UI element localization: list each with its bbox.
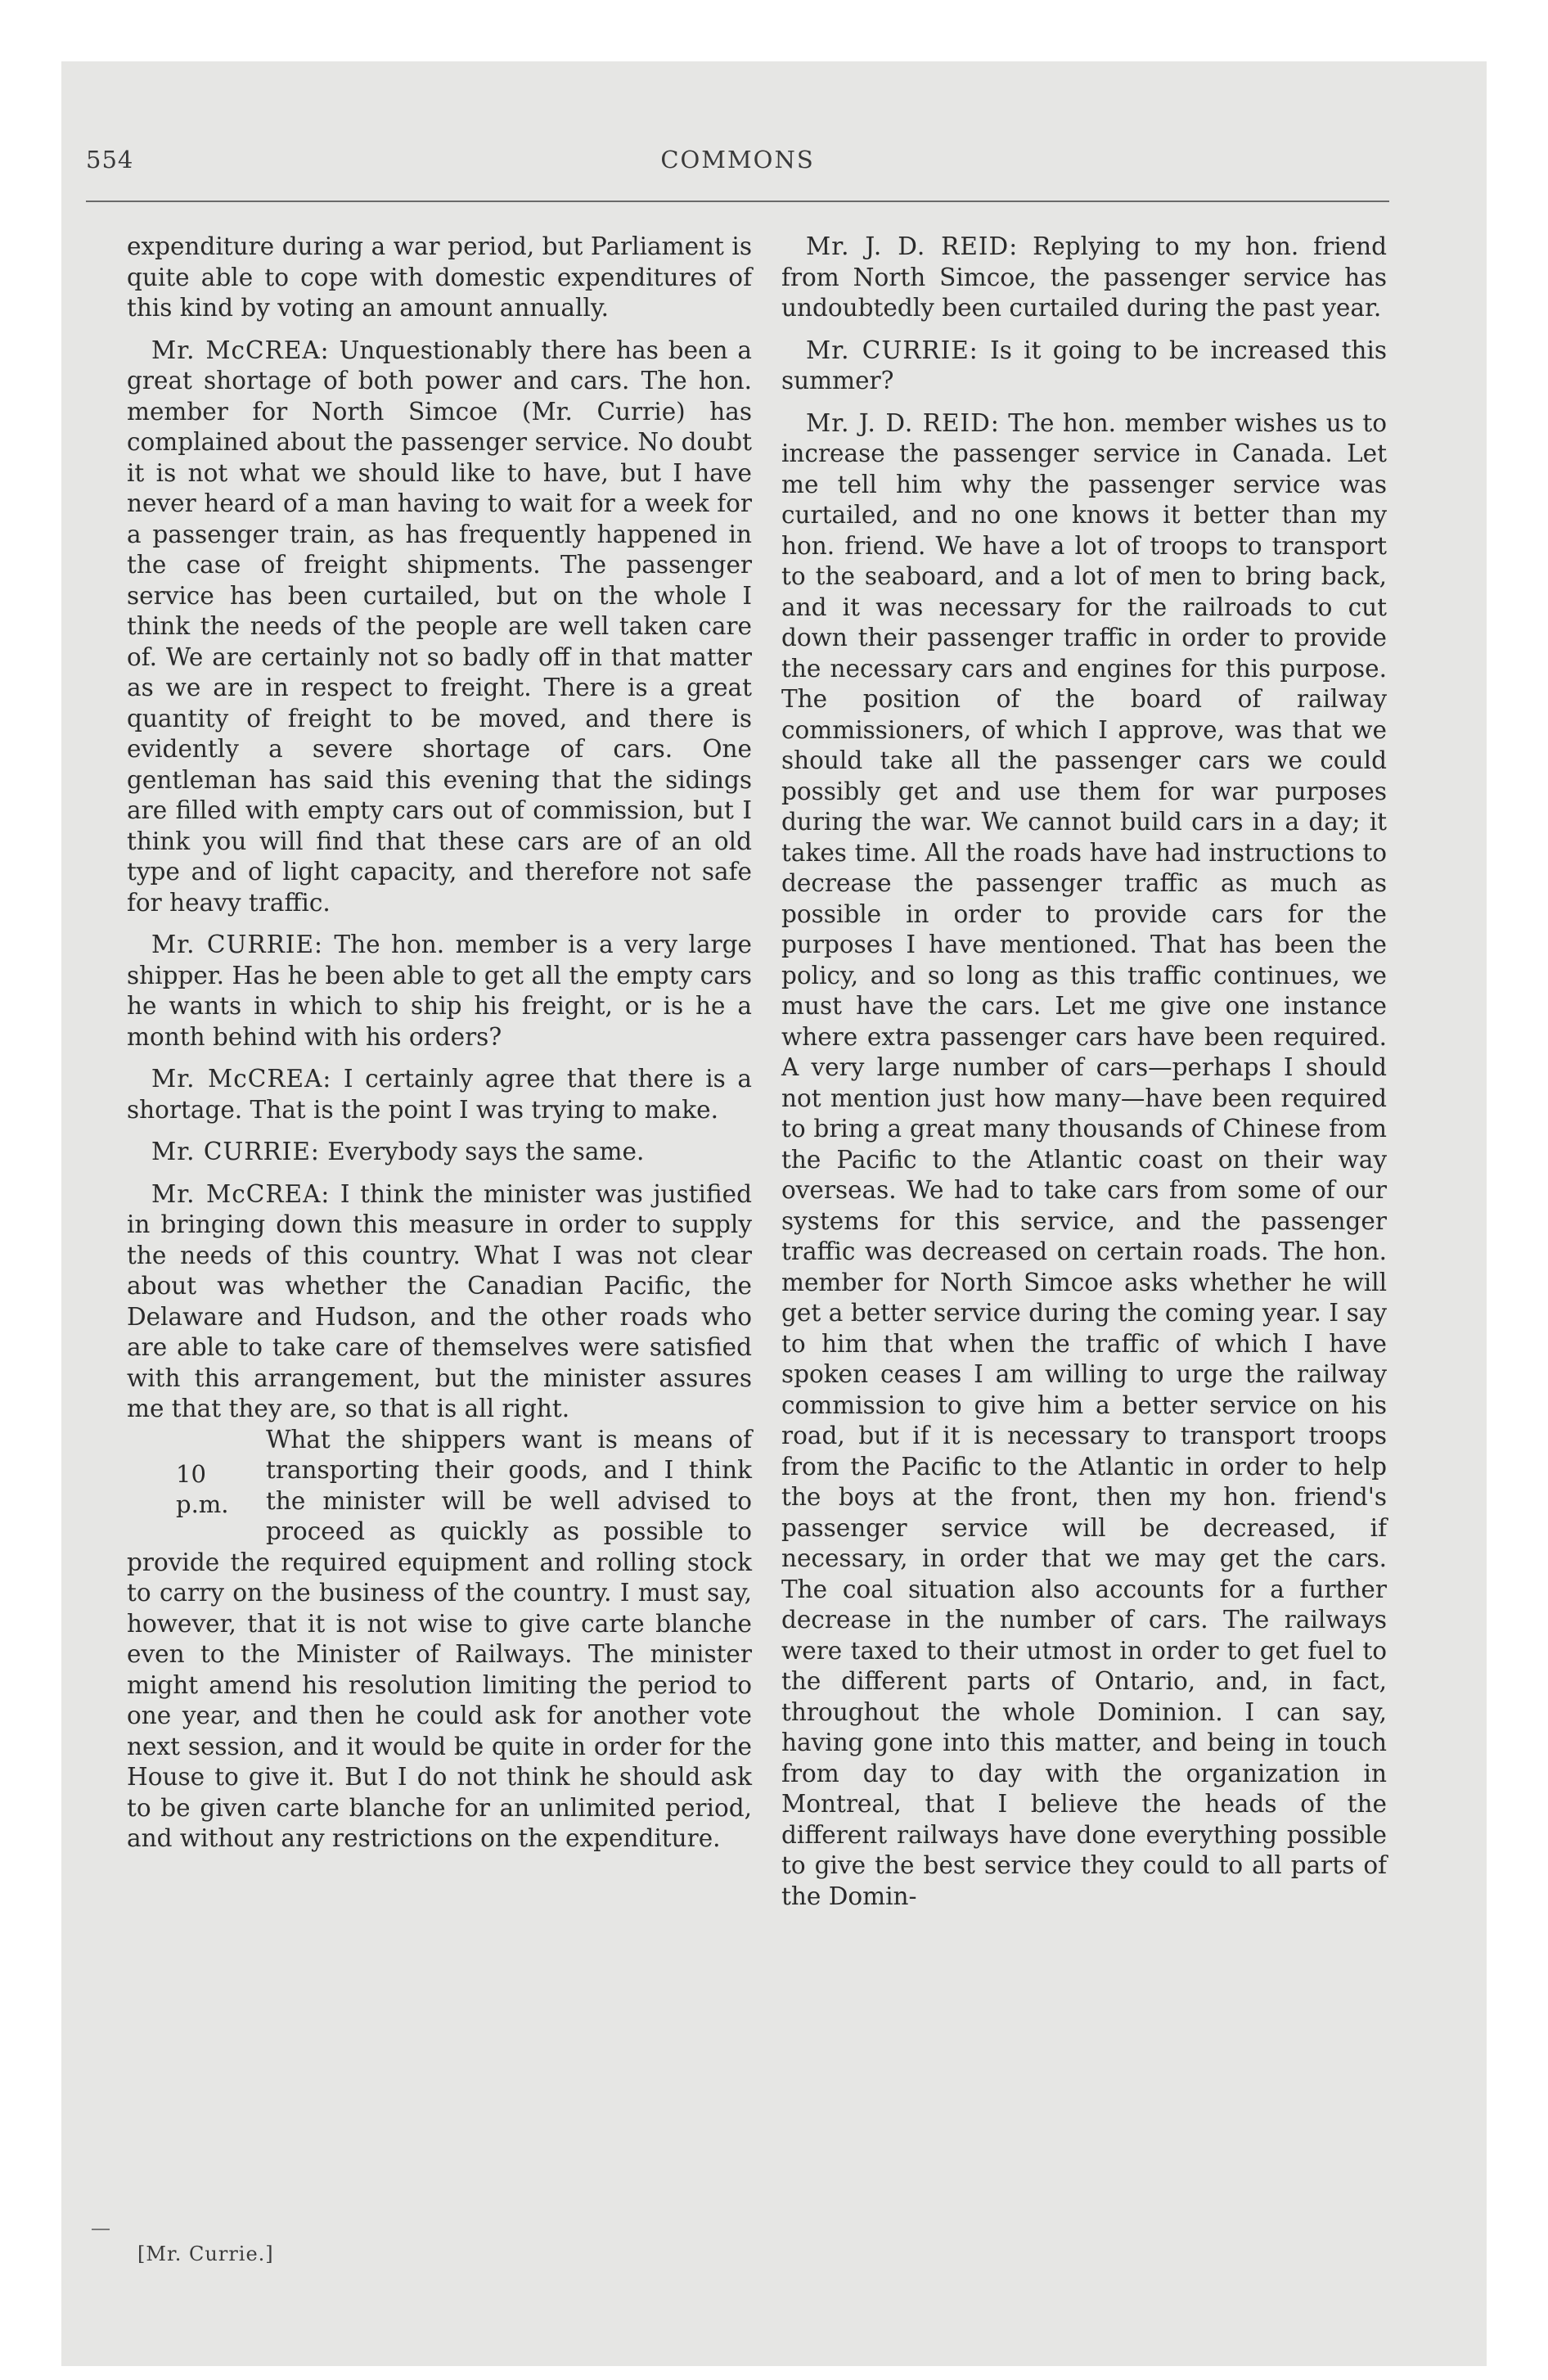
left-column <box>127 232 752 1866</box>
page-number: 554 <box>86 146 134 174</box>
right-column <box>781 232 1387 1923</box>
paragraph <box>127 232 752 324</box>
speaker-name: Mr. McCREA: <box>151 1179 331 1208</box>
speaker-name: Mr. CURRIE: <box>151 1138 320 1165</box>
paragraph-text: I certainly agree that there is a shortage. That is the point I was trying to make. <box>127 1065 752 1124</box>
paragraph-text: The hon. member is a very large shipper. Has he been able to get all the empty cars he wants in which to ship his freight, or is he a month behind with his orders? <box>127 931 752 1051</box>
paragraph-text: expenditure during a war period, but Parliament is quite able to cope with domestic expenditures of this kind by voting an amount annually. <box>127 232 752 322</box>
paragraph <box>127 930 752 1053</box>
paragraph-text: What the shippers want is means of transporting their goods, and I think the minister will be well advised to proceed as quickly as possible to provide the required equipment and rolling stock to carry on the business of the country. I must say, however, that it is not wise to give carte blanche even to the Minister of Railways. The minister might amend his resolution limiting the period to one year, and then he could ask for another vote next session, and it would be quite in order for the House to give it. But I do not think he should ask to be given carte blanche for an unlimited period, and without any restrictions on the expenditure. <box>127 1425 752 1852</box>
paragraph-text: Replying to my hon. friend from North Simcoe, the passenger service has undoubtedly been curtailed during the past year. <box>781 232 1387 322</box>
speaker-name: Mr. McCREA: <box>151 1065 332 1093</box>
speaker-name: Mr. J. D. REID: <box>806 232 1019 260</box>
paragraph-text: The hon. member wishes us to increase the passenger service in Canada. Let me tell him why the passenger service was curtailed, and no one knows it better than my hon. friend. We have a lot of troops to transport to the seaboard, and a lot of men to bring back, and it was necessary for the railroads to cut down their passenger traffic in order to provide the necessary cars and engines for this purpose. The position of the board of railway commissioners, of which I approve, was that we should take all the passenger cars we could possibly get and use them for war purposes during the war. We cannot build cars in a day; it takes time. All the roads have had instructions to decrease the passenger traffic as much as possible in order to provide cars for the purposes I have mentioned. That has been the policy, and so long as this traffic continues, we must have the cars. Let me give one instance where extra passenger cars have been required. A very large number of cars—perhaps I should not mention just how many—have been required to bring a great many thousands of Chinese from the Pacific to the Atlantic coast on their way overseas. We had to take cars from some of our systems for this service, and the passenger traffic was decreased on certain roads. The hon. member for North Simcoe asks whether he will get a better service during the coming year. I say to him that when the traffic of which I have spoken ceases I am willing to urge the railway commission to give him a better service on his road, but if it is necessary to transport troops from the Pacific to the Atlantic in order to help the boys at the front, then my hon. friend's passenger service will be decreased, if necessary, in order that we may get the cars. The coal situation also accounts for a further decrease in the number of cars. The railways were taxed to their utmost in order to get fuel to the different parts of Ontario, and, in fact, throughout the whole Dominion. I can say, having gone into this matter, and being in touch from day to day with the organization in Montreal, that I believe the heads of the different railways have done everything possible to give the best service they could to all parts of the Domin- <box>781 408 1387 1910</box>
margin-mark <box>92 2229 110 2230</box>
paragraph-text: Unquestionably there has been a great shortage of both power and cars. The hon. member for North Simcoe (Mr. Currie) has complained about the passenger service. No doubt it is not what we should like to have, but I have never heard of a man having to wait for a week for a passenger train, as has frequently happened in the case of freight shipments. The passenger service has been curtailed, but on the whole I think the needs of the people are well taken care of. We are certainly not so badly off in that matter as we are in respect to freight. There is a great quantity of freight to be moved, and there is evidently a severe shortage of cars. One gentleman has said this evening that the sidings are filled with empty cars out of commission, but I think you will find that these cars are of an old type and of light capacity, and therefore not safe for heavy traffic. <box>127 336 752 917</box>
paragraph <box>781 336 1387 397</box>
speaker-name: Mr. CURRIE: <box>806 336 979 364</box>
page-header <box>86 146 1389 178</box>
running-head: COMMONS <box>660 146 815 174</box>
header-rule <box>86 201 1389 202</box>
speaker-name: Mr. McCREA: <box>151 336 330 364</box>
speaker-name: Mr. CURRIE: <box>151 931 323 958</box>
paragraph <box>127 1137 752 1168</box>
paragraph <box>781 408 1387 1913</box>
paragraph <box>127 1064 752 1125</box>
paragraph <box>127 336 752 919</box>
time-marker: 10 p.m. <box>176 1459 229 1518</box>
paragraph <box>781 232 1387 324</box>
footer-reference: [Mr. Currie.] <box>137 2243 274 2265</box>
paragraph-text: Is it going to be increased this summer? <box>781 336 1387 394</box>
paragraph-text: I think the minister was justified in bringing down this measure in order to supply the needs of this country. What I was not clear about was whether the Canadian Pacific, the Delaware and Hudson, and the other roads who are able to take care of themselves were satisfied with this arrangement, but the minister assures me that they are, so that is all right. <box>127 1179 752 1422</box>
speaker-name: Mr. J. D. REID: <box>806 408 1000 437</box>
timestamped-paragraph <box>127 1425 752 1855</box>
paragraph-text: Everybody says the same. <box>327 1138 645 1165</box>
paragraph <box>127 1179 752 1425</box>
